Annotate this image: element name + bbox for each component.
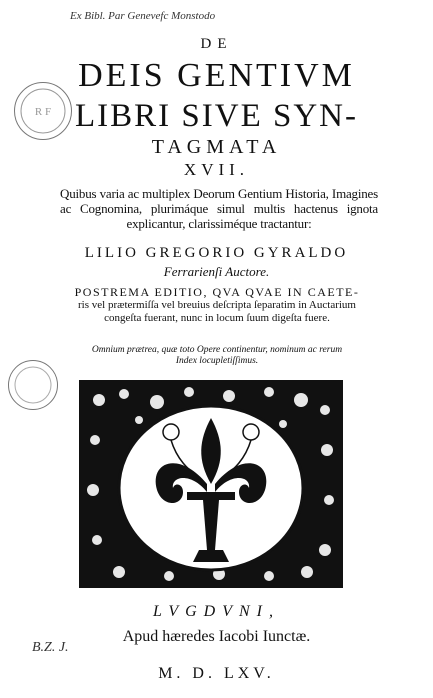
title-line-1: DEIS GENTIVM <box>78 57 355 94</box>
index-note: Omnium prætrea, quæ toto Opere continentur, nominum ac rerum Index locupletiſſimus. <box>91 345 343 366</box>
imprint-year: M. D. LXV. <box>158 665 275 682</box>
library-stamp-side <box>8 360 58 410</box>
title-line-4: XVII. <box>183 160 250 179</box>
description-paragraph: Quibus varia ac multiplex Deorum Gentium Historia, Imagines ac Cognomina, plurimáque simul multis hactenus ignota explicantur, clarissiméque tractantur: <box>60 186 378 231</box>
author-origin: Ferrarienſi Auctore. <box>163 264 270 279</box>
svg-text:R F: R F <box>34 106 52 118</box>
shelfmark-inscription: B.Z. J. <box>32 640 69 655</box>
title-line-3: TAGMATA <box>151 136 282 158</box>
title-line-2: LIBRI SIVE SYN- <box>75 98 358 134</box>
imprint-printer: Apud hæredes Iacobi Iunctæ. <box>122 628 311 645</box>
author-name: LILIO GREGORIO GYRALDO <box>84 245 349 261</box>
title-de: DE <box>200 36 233 52</box>
ownership-inscription: Ex Bibl. Par Genevefc Monstodo <box>70 10 216 22</box>
edition-statement <box>64 286 370 325</box>
stamp-ring-icon <box>9 361 57 409</box>
edition-caps: POSTREMA EDITIO, QVA QVAE IN CAETE- <box>74 285 360 299</box>
printers-device-woodcut <box>79 380 343 588</box>
fleur-de-lis-device-icon <box>79 380 343 588</box>
imprint-city: LVGDVNI, <box>153 603 280 620</box>
edition-rest: ris vel prætermiſſa vel breuius deſcripta ſeparatim in Auctarium congeſta fuerant, nunc in locum ſuum digeſta fuere. <box>78 299 356 324</box>
